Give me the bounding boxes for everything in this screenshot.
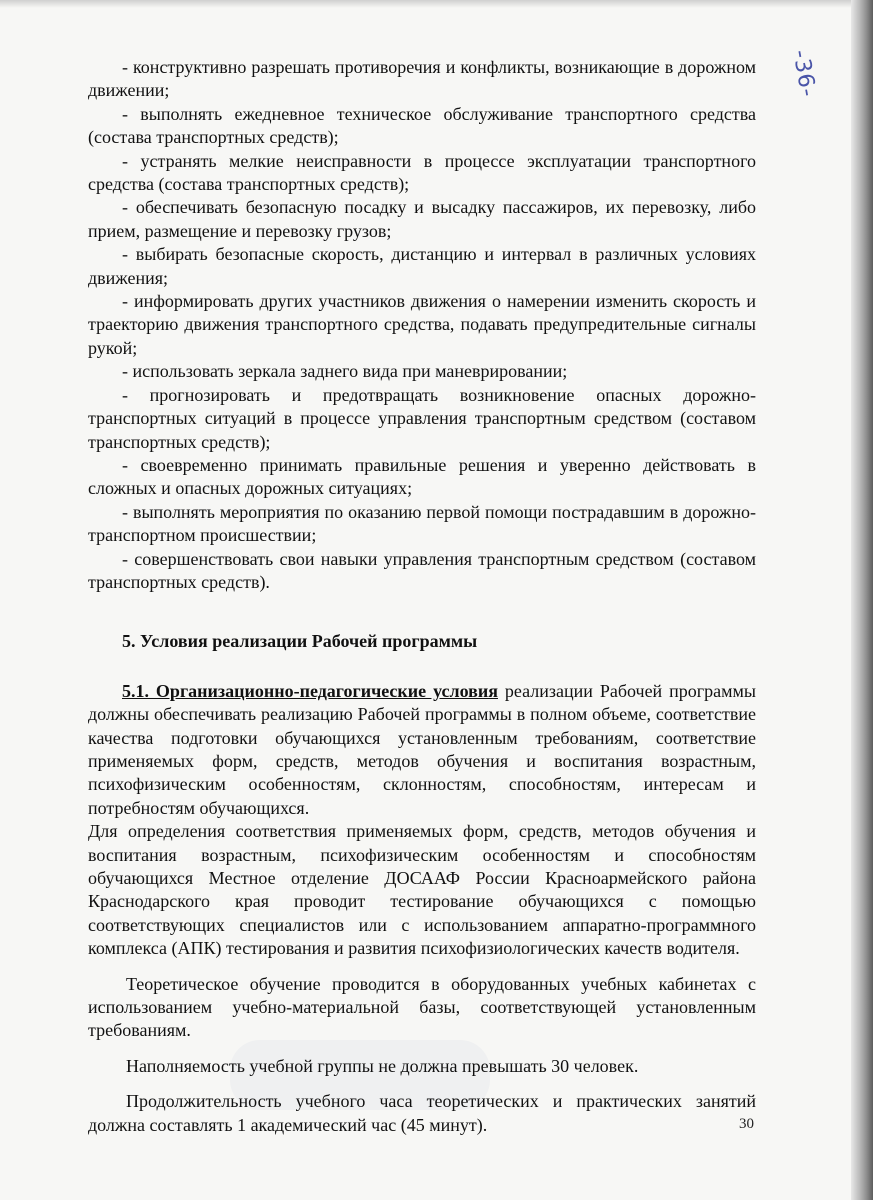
list-item: - обеспечивать безопасную посадку и высадку пассажиров, их перевозку, либо прием, размещение и перевозку грузов;: [88, 197, 756, 241]
list-item: - информировать других участников движения о намерении изменить скорость и траекторию движения транспортного средства, подавать предупредительные сигналы рукой;: [88, 291, 756, 358]
list-item: - прогнозировать и предотвращать возникновение опасных дорожно-транспортных ситуаций в процессе управления транспортным средством (составом транспортных средств);: [88, 384, 756, 452]
list-item: - выполнять мероприятия по оказанию первой помощи пострадавшим в дорожно-транспортном происшествии;: [88, 501, 756, 546]
list-item: - использовать зеркала заднего вида при маневрировании;: [122, 361, 568, 382]
handwritten-page-number: -36-: [787, 48, 821, 100]
section-paragraph-3: Теоретическое обучение проводится в оборудованных учебных кабинетах с использованием учебно-материальной базы, соответствующей установленным требованиям.: [88, 973, 756, 1041]
list-item: - выполнять ежедневное техническое обслуживание транспортного средства (состава транспортных средств);: [88, 103, 756, 148]
list-item: - своевременно принимать правильные решения и уверенно действовать в сложных и опасных дорожных ситуациях;: [88, 454, 756, 499]
list-item: - конструктивно разрешать противоречия и конфликты, возникающие в дорожном движении;: [88, 57, 756, 101]
section-paragraph-1: [88, 680, 756, 820]
subsection-heading: 5.1. Организационно-педагогические условия: [122, 680, 498, 701]
scan-top-edge: [0, 0, 873, 8]
section-paragraph-5: Продолжительность учебного часа теоретических и практических занятий должна составлять 1 академический час (45 минут).: [88, 1091, 756, 1135]
page-number: 30: [739, 1116, 754, 1132]
scan-binding-edge: [851, 0, 873, 1200]
list-item: - устранять мелкие неисправности в процессе эксплуатации транспортного средства (состава транспортных средств);: [88, 150, 756, 195]
list-item: - совершенствовать свои навыки управления транспортным средством (составом транспортных средств).: [88, 548, 756, 592]
section-paragraph-4: Наполняемость учебной группы не должна превышать 30 человек.: [126, 1055, 639, 1076]
section-paragraph-2: Для определения соответствия применяемых форм, средств, методов обучения и воспитания возрастным, психофизическим особенностям и способностям обучающихся Местное отделение ДОСААФ России Красноармейского района Краснодарского края проводит тестирование обучающихся с помощью соответствующих специалистов или с использованием аппаратно-программного комплекса (АПК) тестирования и развития психофизиологических качеств водителя.: [88, 821, 756, 959]
section-heading: 5. Условия реализации Рабочей программы: [122, 631, 478, 652]
document-body: [88, 56, 756, 1137]
list-item: - выбирать безопасные скорость, дистанцию и интервал в различных условиях движения;: [88, 244, 756, 288]
paragraph-text: реализации Рабочей программы должны обеспечивать реализацию Рабочей программы в полном объеме, соответствие качества подготовки обучающихся установленным требованиям, соответствие применяемых форм, средств, методов обучения и воспитания возрастным, психофизическим особенностям, склонностям, способностям, интересам и потребностям обучающихся.: [88, 680, 757, 818]
